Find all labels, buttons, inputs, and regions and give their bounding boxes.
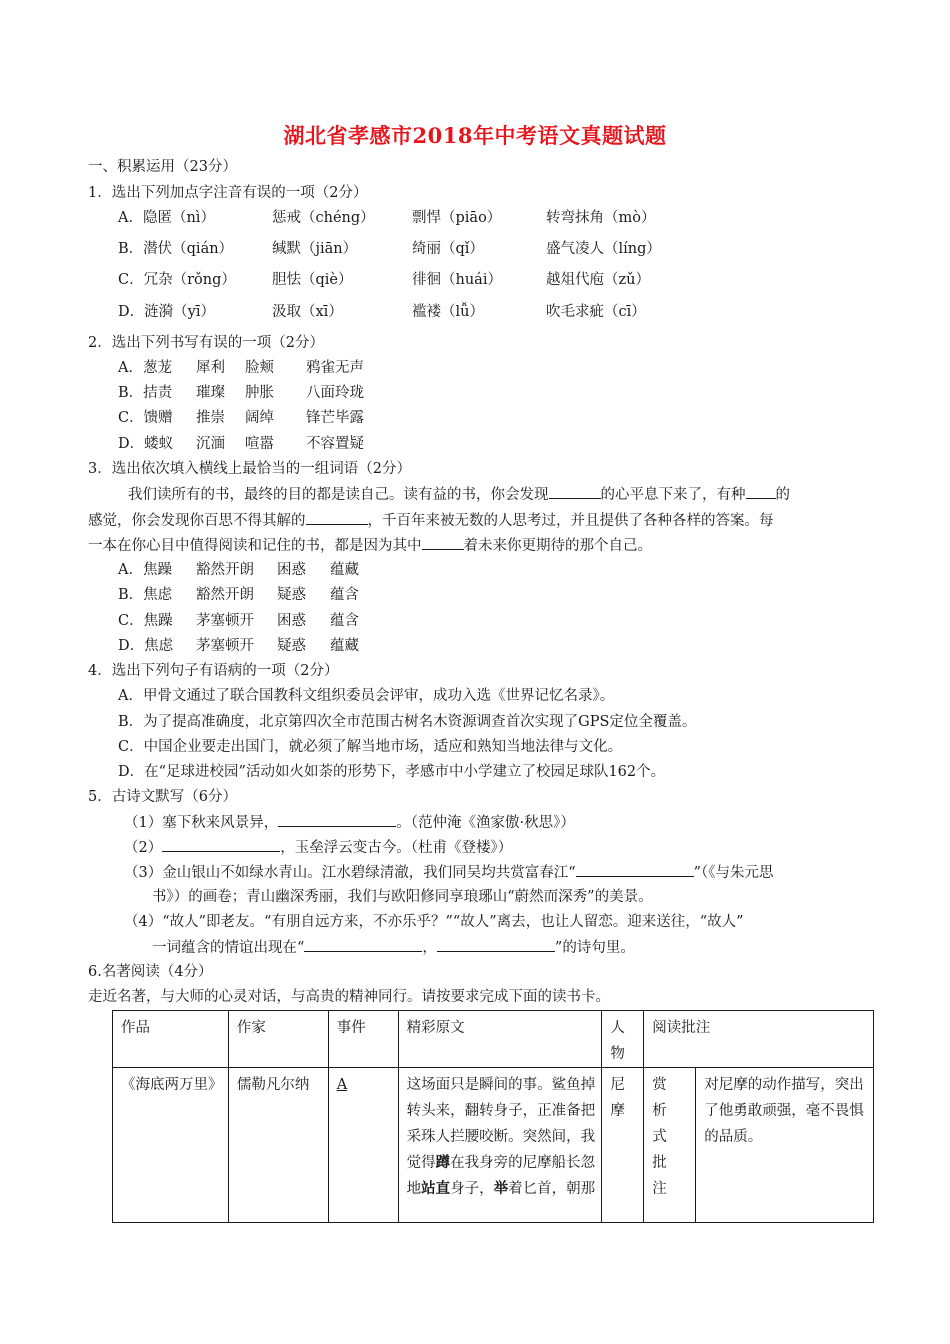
q1-b-3: 绮丽（qǐ）: [412, 241, 484, 257]
q3-text: ，千百年来被无数的人思考过，并且提供了各种各样的答案。每: [367, 513, 774, 529]
q1-d-2: 汲取（xī）: [272, 304, 343, 320]
cell-author: 儒勒凡尔纳: [228, 1068, 328, 1223]
header-person-text: 人物: [610, 1020, 625, 1062]
q1-d-4: 吹毛求疵（cī）: [546, 304, 646, 320]
q2-d-3: 喧嚣: [245, 436, 274, 452]
q2-a-3: 脸颊: [245, 360, 274, 376]
excerpt-text: 着匕首，朝那: [508, 1181, 596, 1197]
header-author: 作家: [228, 1011, 328, 1068]
q2-d-4: 不容置疑: [306, 436, 364, 452]
q2-b-1: B．拮责: [118, 385, 173, 401]
q3-b-1: B．焦虑: [118, 587, 173, 603]
q3-passage-line-3: [88, 535, 652, 556]
q3-a-2: 豁然开朗: [196, 562, 254, 578]
q3-b-3: 疑惑: [277, 587, 306, 603]
q5-text: ”的诗句里。: [554, 940, 635, 956]
header-work: 作品: [113, 1011, 229, 1068]
q1-a-3: 剽悍（piāo）: [412, 210, 502, 226]
header-annotation: 阅读批注: [644, 1011, 874, 1068]
q3-text: 的心平息下来了，有种: [600, 487, 746, 503]
q2-a-2: 犀利: [196, 360, 225, 376]
reading-card-table: [112, 1010, 874, 1223]
annotation-type-text: 赏析式批注: [652, 1077, 667, 1197]
q2-d-2: 沉湎: [196, 436, 225, 452]
q3-c-2: 茅塞顿开: [196, 613, 254, 629]
q3-a-4: 蕴藏: [330, 562, 359, 578]
q3-text: 着未来你更期待的那个自己。: [463, 538, 652, 554]
q2-c-2: 推崇: [196, 410, 225, 426]
question-4-stem: 4．选出下列句子有语病的一项（2分）: [88, 663, 339, 679]
q3-b-4: 蕴含: [330, 587, 359, 603]
q4-option-b: B．为了提高准确度，北京第四次全市范围古树名木资源调查首次实现了GPS定位全覆盖。: [118, 714, 697, 730]
q2-a-1: A．葱茏: [118, 360, 172, 376]
excerpt-text: 在我身旁的尼摩船长忽地: [406, 1155, 596, 1197]
q6-intro: 走近名著，与大师的心灵对话，与高贵的精神同行。请按要求完成下面的读书卡。: [88, 989, 610, 1005]
answer-blank[interactable]: [162, 837, 280, 852]
q1-a-2: 惩戒（chéng）: [272, 210, 375, 226]
question-2-stem: 2．选出下列书写有误的一项（2分）: [88, 335, 324, 351]
q3-c-4: 蕴含: [330, 613, 359, 629]
q5-item-2: [124, 837, 512, 858]
event-blank-label: A: [336, 1077, 348, 1093]
excerpt-text: 身子，: [450, 1181, 494, 1197]
q5-item-1: [124, 812, 575, 833]
q3-a-1: A．焦躁: [118, 562, 172, 578]
excerpt-text: 这场面只是瞬间的事。鲨鱼掉转头来，翻转身子，正准备把采珠人拦腰咬断。突然间，我觉得: [406, 1077, 596, 1171]
q1-c-3: 徘徊（huái）: [412, 272, 502, 288]
q4-option-d: D．在“足球进校园”活动如火如荼的形势下，孝感市中小学建立了校园足球队162个。: [118, 764, 666, 780]
q5-item-4-cont: [152, 937, 635, 958]
q2-c-1: C．馈赠: [118, 410, 173, 426]
answer-blank[interactable]: [746, 484, 776, 499]
q1-a-4: 转弯抹角（mò）: [546, 210, 656, 226]
question-6-stem: 6.名著阅读（4分）: [88, 964, 213, 980]
cell-annotation-note: 对尼摩的动作描写，突出了他勇敢顽强，毫不畏惧的品质。: [696, 1068, 874, 1223]
q5-text: 。（范仲淹《渔家傲·秋思》）: [396, 815, 575, 831]
q3-d-3: 疑惑: [277, 638, 306, 654]
q1-c-4: 越俎代庖（zǔ）: [546, 272, 650, 288]
q1-b-4: 盛气凌人（líng）: [546, 241, 661, 257]
q4-option-a: A．甲骨文通过了联合国教科文组织委员会评审，成功入选《世界记忆名录》。: [118, 688, 615, 704]
q3-text: 一本在你心目中值得阅读和记住的书，都是因为其中: [88, 538, 422, 554]
q5-item-4: （4）“故人”即老友。“有朋自远方来，不亦乐乎？”“故人”离去，也让人留恋。迎来送往，“故人”: [124, 914, 744, 930]
table-header-row: [113, 1011, 874, 1068]
q5-text: ”（《与朱元思: [693, 865, 774, 881]
q2-d-1: D．蝼蚁: [118, 436, 174, 452]
question-1-stem: 1．选出下列加点字注音有误的一项（2分）: [88, 185, 368, 201]
excerpt-bold: 站直: [421, 1180, 451, 1197]
q1-a-1: A．隐匿（nì）: [118, 210, 215, 226]
q5-text: ，玉垒浮云变古今。（杜甫《登楼》）: [280, 840, 513, 856]
q5-item-3-cont: 书》）的画卷；青山幽深秀丽，我们与欧阳修同享琅琊山“蔚然而深秀”的美景。: [152, 889, 653, 905]
q1-b-1: B．潜伏（qián）: [118, 241, 234, 257]
q5-text: （3）金山银山不如绿水青山。江水碧绿清澈，我们同吴均共赏富春江“: [124, 865, 576, 881]
answer-blank[interactable]: [304, 937, 422, 952]
q1-c-2: 胆怯（qiè）: [272, 272, 353, 288]
question-3-stem: 3．选出依次填入横线上最恰当的一组词语（2分）: [88, 461, 411, 477]
q3-d-4: 蕴藏: [330, 638, 359, 654]
q5-item-3: [124, 862, 774, 883]
q2-a-4: 鸦雀无声: [306, 360, 364, 376]
header-excerpt: 精彩原文: [398, 1011, 602, 1068]
table-row: [113, 1068, 874, 1223]
q5-text: ，: [422, 940, 437, 956]
q3-text: 的: [775, 487, 790, 503]
q3-b-2: 豁然开朗: [196, 587, 254, 603]
q3-d-1: D．焦虑: [118, 638, 174, 654]
q3-d-2: 茅塞顿开: [196, 638, 254, 654]
cell-event[interactable]: [328, 1068, 398, 1223]
q5-text: （1）塞下秋来风景异，: [124, 815, 279, 831]
q1-d-3: 褴褛（lǚ）: [412, 304, 484, 320]
cell-annotation-type: [644, 1068, 696, 1223]
q3-text: 我们读所有的书，最终的目的都是读自己。读有益的书，你会发现: [128, 487, 549, 503]
answer-blank[interactable]: [549, 484, 601, 499]
cell-excerpt: [398, 1068, 602, 1223]
q3-passage-line-1: [128, 484, 790, 505]
q4-option-c: C．中国企业要走出国门，就必须了解当地市场，适应和熟知当地法律与文化。: [118, 739, 623, 755]
q1-c-1: C．冗杂（rǒng）: [118, 272, 236, 288]
q2-b-2: 璀璨: [196, 385, 225, 401]
answer-blank[interactable]: [306, 510, 368, 525]
q3-passage-line-2: [88, 510, 774, 531]
q5-text: 一词蕴含的情谊出现在“: [152, 940, 305, 956]
q3-text: 感觉，你会发现你百思不得其解的: [88, 513, 306, 529]
section-heading: 一、积累运用（23分）: [88, 159, 237, 175]
question-5-stem: 5．古诗文默写（6分）: [88, 789, 237, 805]
q1-d-1: D．涟漪（yī）: [118, 304, 215, 320]
answer-blank[interactable]: [576, 862, 694, 877]
header-person: [602, 1011, 644, 1068]
answer-blank[interactable]: [437, 937, 555, 952]
answer-blank[interactable]: [278, 812, 396, 827]
answer-blank[interactable]: [422, 535, 464, 550]
q3-c-3: 困惑: [277, 613, 306, 629]
excerpt-bold: 蹲: [435, 1154, 451, 1171]
header-event: 事件: [328, 1011, 398, 1068]
q2-b-4: 八面玲珑: [306, 385, 364, 401]
cell-person: [602, 1068, 644, 1223]
q5-text: （2）: [124, 840, 163, 856]
q2-c-4: 锋芒毕露: [306, 410, 364, 426]
q1-b-2: 缄默（jiān）: [272, 241, 358, 257]
person-text: 尼摩: [610, 1077, 625, 1119]
q2-b-3: 肿胀: [245, 385, 274, 401]
cell-work: 《海底两万里》: [113, 1068, 229, 1223]
q3-c-1: C．焦躁: [118, 613, 173, 629]
page-title: 湖北省孝感市2018年中考语文真题试题: [283, 123, 667, 148]
excerpt-bold: 举: [493, 1180, 509, 1197]
q2-c-3: 阔绰: [245, 410, 274, 426]
q3-a-3: 困惑: [277, 562, 306, 578]
